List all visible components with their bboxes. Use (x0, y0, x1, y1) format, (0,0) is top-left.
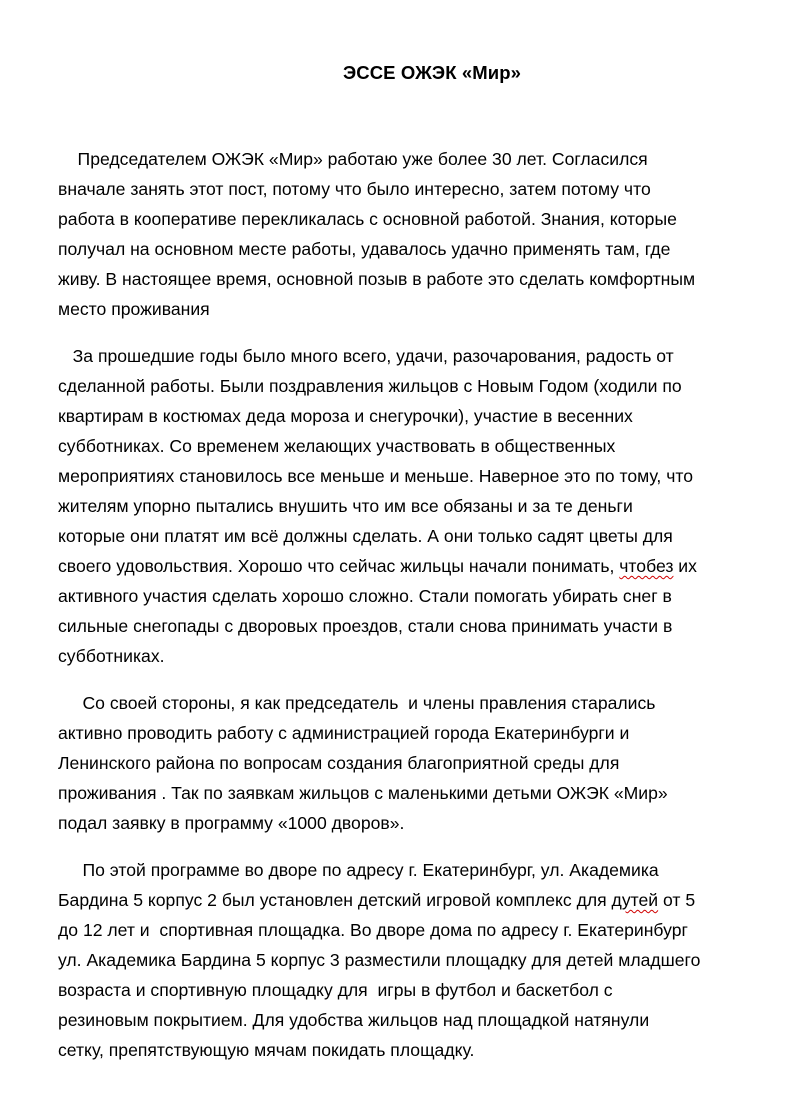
text-line: сделанной работы. Были поздравления жильцов с Новым Годом (ходили по (58, 376, 682, 396)
text-line: живу. В настоящее время, основной позыв в работе это сделать комфортным (58, 269, 696, 289)
text-line: мероприятиях становилось все меньше и меньше. Наверное это по тому, что (58, 466, 694, 486)
text-line: возраста и спортивную площадку для игры в футбол и баскетбол с (58, 980, 613, 1000)
text-line: вначале занять этот пост, потому что было интересно, затем потому что (58, 179, 651, 199)
paragraph-2 (58, 341, 697, 671)
text-line: до 12 лет и спортивная площадка. Во дворе дома по адресу г. Екатеринбург (58, 920, 688, 940)
text-line: активного участия сделать хорошо сложно. Стали помогать убирать снег в (58, 586, 672, 606)
text-line: квартирам в костюмах деда мороза и снегурочки), участие в весенних (58, 406, 633, 426)
text-line: проживания . Так по заявкам жильцов с маленькими детьми ОЖЭК «Мир» (58, 783, 668, 803)
misspelled-word[interactable]: чтобез (619, 556, 674, 576)
text-segment: своего удовольствия. Хорошо что сейчас жильцы начали понимать, (58, 556, 620, 576)
text-line: Ленинского района по вопросам создания благоприятной среды для (58, 753, 620, 773)
misspelled-word[interactable]: дутей (611, 890, 659, 910)
text-segment: их (673, 556, 697, 576)
text-line: Председателем ОЖЭК «Мир» работаю уже более 30 лет. Согласился (58, 149, 648, 169)
text-line: работа в кооперативе перекликалась с основной работой. Знания, которые (58, 209, 677, 229)
text-line: По этой программе во дворе по адресу г. Екатеринбург, ул. Академика (58, 860, 659, 880)
paragraph-4 (58, 855, 700, 1065)
text-line-with-misspelling (58, 885, 700, 915)
text-line: резиновым покрытием. Для удобства жильцов над площадкой натянули (58, 1010, 650, 1030)
text-line: подал заявку в программу «1000 дворов». (58, 813, 405, 833)
text-segment: Бардина 5 корпус 2 был установлен детский игровой комплекс для (58, 890, 612, 910)
paragraph-1 (58, 144, 695, 324)
text-line: субботниках. Со временем желающих участвовать в общественных (58, 436, 616, 456)
paragraph-3 (58, 688, 668, 838)
text-line: субботниках. (58, 646, 165, 666)
text-line: ул. Академика Бардина 5 корпус 3 разместили площадку для детей младшего (58, 950, 701, 970)
text-line-with-misspelling (58, 551, 697, 581)
text-line: которые они платят им всё должны сделать. А они только садят цветы для (58, 526, 673, 546)
document-title: ЭССЕ ОЖЭК «Мир» (343, 62, 521, 83)
text-segment: от 5 (658, 890, 696, 910)
text-line: Со своей стороны, я как председатель и члены правления старались (58, 693, 656, 713)
text-line: активно проводить работу с администрацией города Екатеринбурги и (58, 723, 630, 743)
text-line: место проживания (58, 299, 210, 319)
text-line: жителям упорно пытались внушить что им все обязаны и за те деньги (58, 496, 633, 516)
text-line: получал на основном месте работы, удавалось удачно применять там, где (58, 239, 671, 259)
text-line: сильные снегопады с дворовых проездов, стали снова принимать участи в (58, 616, 673, 636)
text-line: сетку, препятствующую мячам покидать площадку. (58, 1040, 475, 1060)
text-line: За прошедшие годы было много всего, удачи, разочарования, радость от (58, 346, 674, 366)
